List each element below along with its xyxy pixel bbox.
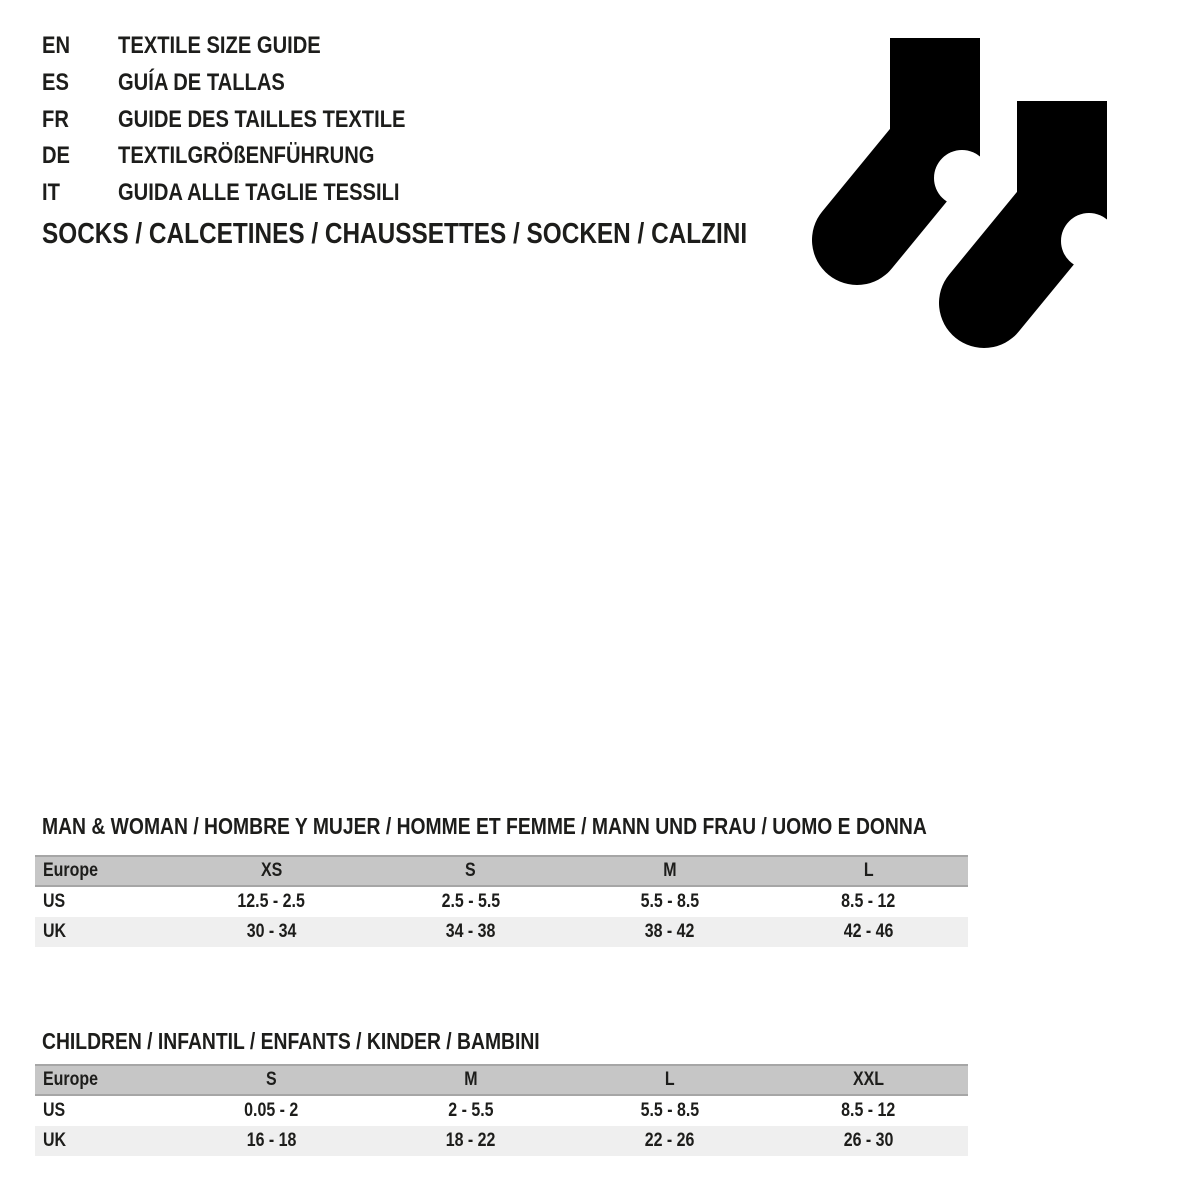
header-size-xxl: XXL — [769, 1065, 968, 1095]
table-header-row — [35, 856, 968, 886]
language-label: TEXTILGRÖßENFÜHRUNG — [118, 142, 375, 170]
row-label: US — [43, 891, 66, 912]
table-row — [35, 1095, 968, 1126]
language-label: GUÍA DE TALLAS — [118, 68, 285, 96]
row-label: UK — [43, 1130, 67, 1151]
row-label: UK — [43, 921, 67, 942]
size-value: 0.05 - 2 — [244, 1100, 299, 1121]
sock-left — [857, 38, 990, 240]
language-label: GUIDA ALLE TAGLIE TESSILI — [118, 179, 400, 207]
size-value: 26 - 30 — [843, 1130, 894, 1151]
language-row-en — [42, 28, 460, 65]
header-size-s: S — [371, 856, 570, 886]
header-size-l: L — [769, 856, 968, 886]
header-size-s: S — [172, 1065, 371, 1095]
size-value: 5.5 - 8.5 — [640, 1100, 699, 1121]
language-code: EN — [42, 32, 71, 59]
language-row-de — [42, 138, 460, 175]
header-region: Europe — [35, 1065, 172, 1095]
header-size-xs: XS — [172, 856, 371, 886]
size-value: 5.5 - 8.5 — [640, 891, 699, 912]
language-code: FR — [42, 105, 69, 133]
size-value: 2 - 5.5 — [447, 1100, 494, 1121]
size-value: 8.5 - 12 — [841, 891, 896, 912]
row-label: US — [43, 1100, 66, 1121]
language-code: DE — [42, 142, 71, 170]
size-value: 34 - 38 — [445, 921, 496, 942]
size-value: 18 - 22 — [445, 1130, 496, 1151]
category-title: SOCKS / CALCETINES / CHAUSSETTES / SOCKEN / CALZINI — [42, 218, 748, 250]
header-size-m: M — [570, 856, 769, 886]
size-value: 30 - 34 — [246, 921, 297, 942]
size-value: 16 - 18 — [246, 1130, 297, 1151]
language-row-es — [42, 65, 460, 102]
table-row — [35, 886, 968, 917]
header-size-m: M — [371, 1065, 570, 1095]
header-region: Europe — [35, 856, 172, 886]
language-label: GUIDE DES TAILLES TEXTILE — [118, 105, 406, 133]
size-value: 12.5 - 2.5 — [237, 891, 306, 912]
header-size-l: L — [570, 1065, 769, 1095]
language-label: TEXTILE SIZE GUIDE — [118, 32, 321, 59]
socks-icon — [810, 33, 1120, 355]
size-value: 8.5 - 12 — [841, 1100, 896, 1121]
table-title-man-woman: MAN & WOMAN / HOMBRE Y MUJER / HOMME ET FEMME / MANN UND FRAU / UOMO E DONNA — [42, 813, 927, 839]
table-header-row — [35, 1065, 968, 1095]
size-table-children — [35, 1064, 968, 1156]
language-row-fr — [42, 102, 460, 139]
size-value: 42 - 46 — [843, 921, 894, 942]
language-row-it — [42, 175, 460, 212]
table-title-children: CHILDREN / INFANTIL / ENFANTS / KINDER / BAMBINI — [42, 1028, 540, 1054]
language-code: IT — [42, 179, 60, 207]
size-value: 38 - 42 — [644, 921, 695, 942]
language-list — [42, 28, 460, 212]
size-value: 22 - 26 — [644, 1130, 695, 1151]
size-value: 2.5 - 5.5 — [441, 891, 500, 912]
size-table-man-woman — [35, 855, 968, 947]
language-code: ES — [42, 68, 69, 96]
table-row — [35, 1126, 968, 1156]
sock-right — [984, 101, 1117, 303]
table-row — [35, 917, 968, 947]
